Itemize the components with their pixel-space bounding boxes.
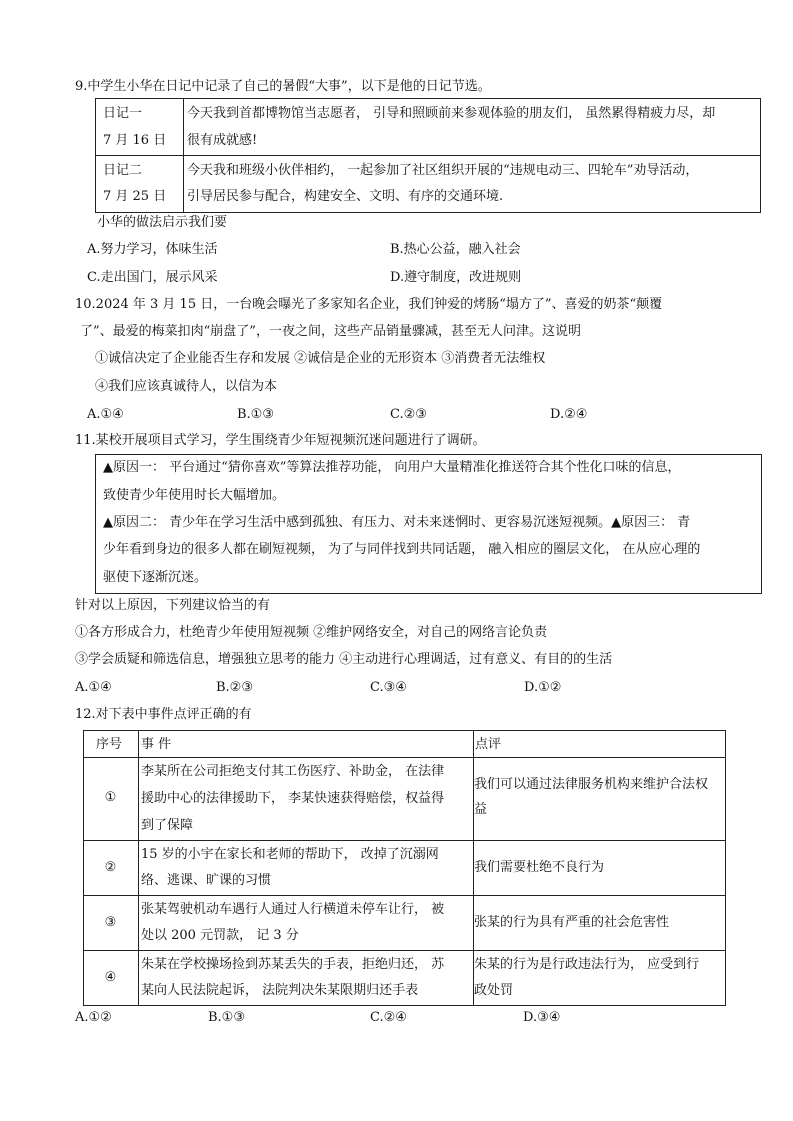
- row1-event-line3: 到了保障: [141, 818, 194, 833]
- header-no: 序号: [96, 737, 123, 752]
- diary1-line1: 今天我到首都博物馆当志愿者， 引导和照顾前来参观体验的朋友们， 虽然累得精疲力尽，却: [187, 106, 716, 121]
- diary2-label: 日记二: [103, 163, 143, 178]
- q11-option-a[interactable]: A.①④: [75, 680, 112, 695]
- row4-event-line1: 朱某在学校操场捡到苏某丢失的手表，拒绝归还， 苏: [141, 957, 445, 972]
- row4-no: ④: [104, 970, 117, 985]
- row4-event-line2: 某向人民法院起诉， 法院判决朱某限期归还手表: [141, 983, 419, 998]
- q11-statements-2: ③学会质疑和筛选信息，增强独立思考的能力 ④主动进行心理调适，过有意义、有目的的生活: [75, 652, 613, 667]
- q10-option-b[interactable]: B.①③: [237, 407, 274, 422]
- q10-option-a[interactable]: A.①④: [87, 407, 124, 422]
- q10-stem-line1: 10.2024 年 3 月 15 日，一台晚会曝光了多家知名企业，我们钟爱的烤肠“塌方了”、喜爱的奶茶“颠覆: [75, 297, 663, 312]
- diary2-line2: 引导居民参与配合，构建安全、文明、有序的交通环境.: [187, 189, 504, 204]
- header-comment: 点评: [475, 737, 502, 752]
- q11-box-line1: ▲原因一： 平台通过“猜你喜欢”等算法推荐功能， 向用户大量精准化推送符合其个性化口味的信息，: [103, 460, 681, 475]
- q10-statements-1: ①诚信决定了企业能否生存和发展 ②诚信是企业的无形资本 ③消费者无法维权: [95, 351, 546, 366]
- row2-no: ②: [104, 860, 117, 875]
- row2-comment-line1: 我们需要杜绝不良行为: [474, 860, 605, 875]
- q9-question: 小华的做法启示我们要: [97, 215, 228, 230]
- row1-comment-line1: 我们可以通过法律服务机构来维护合法权: [474, 777, 709, 792]
- q9-option-a[interactable]: A.努力学习，体味生活: [87, 242, 218, 257]
- q10-option-c[interactable]: C.②③: [390, 407, 427, 422]
- row1-event-line1: 李某所在公司拒绝支付其工伤医疗、补助金， 在法律: [141, 764, 445, 779]
- row2-event-line2: 络、逃课、旷课的习惯: [141, 873, 272, 888]
- row3-no: ③: [104, 915, 117, 930]
- row4-comment-line1: 朱某的行为是行政违法行为， 应受到行: [474, 957, 700, 972]
- row3-event-line1: 张某驾驶机动车遇行人通过人行横道未停车让行， 被: [141, 902, 445, 917]
- row1-event-line2: 援助中心的法律援助下， 李某快速获得赔偿，权益得: [141, 791, 445, 806]
- diary1-line2: 很有成就感!: [187, 133, 258, 148]
- q11-option-d[interactable]: D.①②: [524, 680, 562, 695]
- q12-option-b[interactable]: B.①③: [208, 1010, 245, 1025]
- q12-option-c[interactable]: C.②④: [370, 1010, 407, 1025]
- q11-question: 针对以上原因，下列建议恰当的有: [75, 598, 271, 613]
- q11-option-c[interactable]: C.③④: [370, 680, 407, 695]
- q11-option-b[interactable]: B.②③: [216, 680, 253, 695]
- q9-option-d[interactable]: D.遵守制度，改进规则: [390, 270, 522, 285]
- q11-stem: 11.某校开展项目式学习，学生围绕青少年短视频沉迷问题进行了调研。: [75, 433, 486, 448]
- q11-box-line2: 致使青少年使用时长大幅增加。: [103, 488, 286, 503]
- header-event: 事 件: [141, 737, 172, 752]
- q9-option-c[interactable]: C.走出国门，展示风采: [87, 270, 218, 285]
- row3-event-line2: 处以 200 元罚款， 记 3 分: [141, 928, 299, 943]
- q9-option-b[interactable]: B.热心公益，融入社会: [390, 242, 521, 257]
- row2-event-line1: 15 岁的小宇在家长和老师的帮助下， 改掉了沉溺网: [141, 847, 439, 862]
- q10-statements-2: ④我们应该真诚待人，以信为本: [95, 379, 278, 394]
- q11-box-line4: 少年看到身边的很多人都在刷短视频， 为了与同伴找到共同话题， 融入相应的圈层文化， 在从应心理的: [103, 542, 701, 557]
- diary1-date: 7 月 16 日: [103, 133, 167, 148]
- q10-stem-line2: 了”、最爱的梅菜扣肉“崩盘了”，一夜之间，这些产品销量骤减，甚至无人问津。这说明: [80, 324, 581, 339]
- diary1-label: 日记一: [103, 106, 143, 121]
- q10-option-d[interactable]: D.②④: [550, 407, 588, 422]
- q11-box-line5: 驱使下逐渐沉迷。: [103, 570, 208, 585]
- q11-statements-1: ①各方形成合力，杜绝青少年使用短视频 ②维护网络安全，对自己的网络言论负责: [75, 625, 548, 640]
- q12-option-a[interactable]: A.①②: [75, 1010, 112, 1025]
- diary2-date: 7 月 25 日: [103, 189, 167, 204]
- row4-comment-line2: 政处罚: [474, 983, 514, 998]
- diary2-line1: 今天我和班级小伙伴相约， 一起参加了社区组织开展的“违规电动三、四轮车”劝导活动，: [187, 163, 699, 178]
- q11-box-line3: ▲原因二： 青少年在学习生活中感到孤独、有压力、对未来迷惘时、更容易沉迷短视频。▲原因三： 青: [103, 515, 691, 530]
- q9-stem: 9.中学生小华在日记中记录了自己的暑假“大事”，以下是他的日记节选。: [75, 79, 491, 94]
- q12-stem: 12.对下表中事件点评正确的有: [75, 707, 252, 722]
- row1-comment-line2: 益: [474, 802, 488, 817]
- row3-comment-line1: 张某的行为具有严重的社会危害性: [474, 915, 670, 930]
- row1-no: ①: [104, 790, 117, 805]
- q12-option-d[interactable]: D.③④: [523, 1010, 561, 1025]
